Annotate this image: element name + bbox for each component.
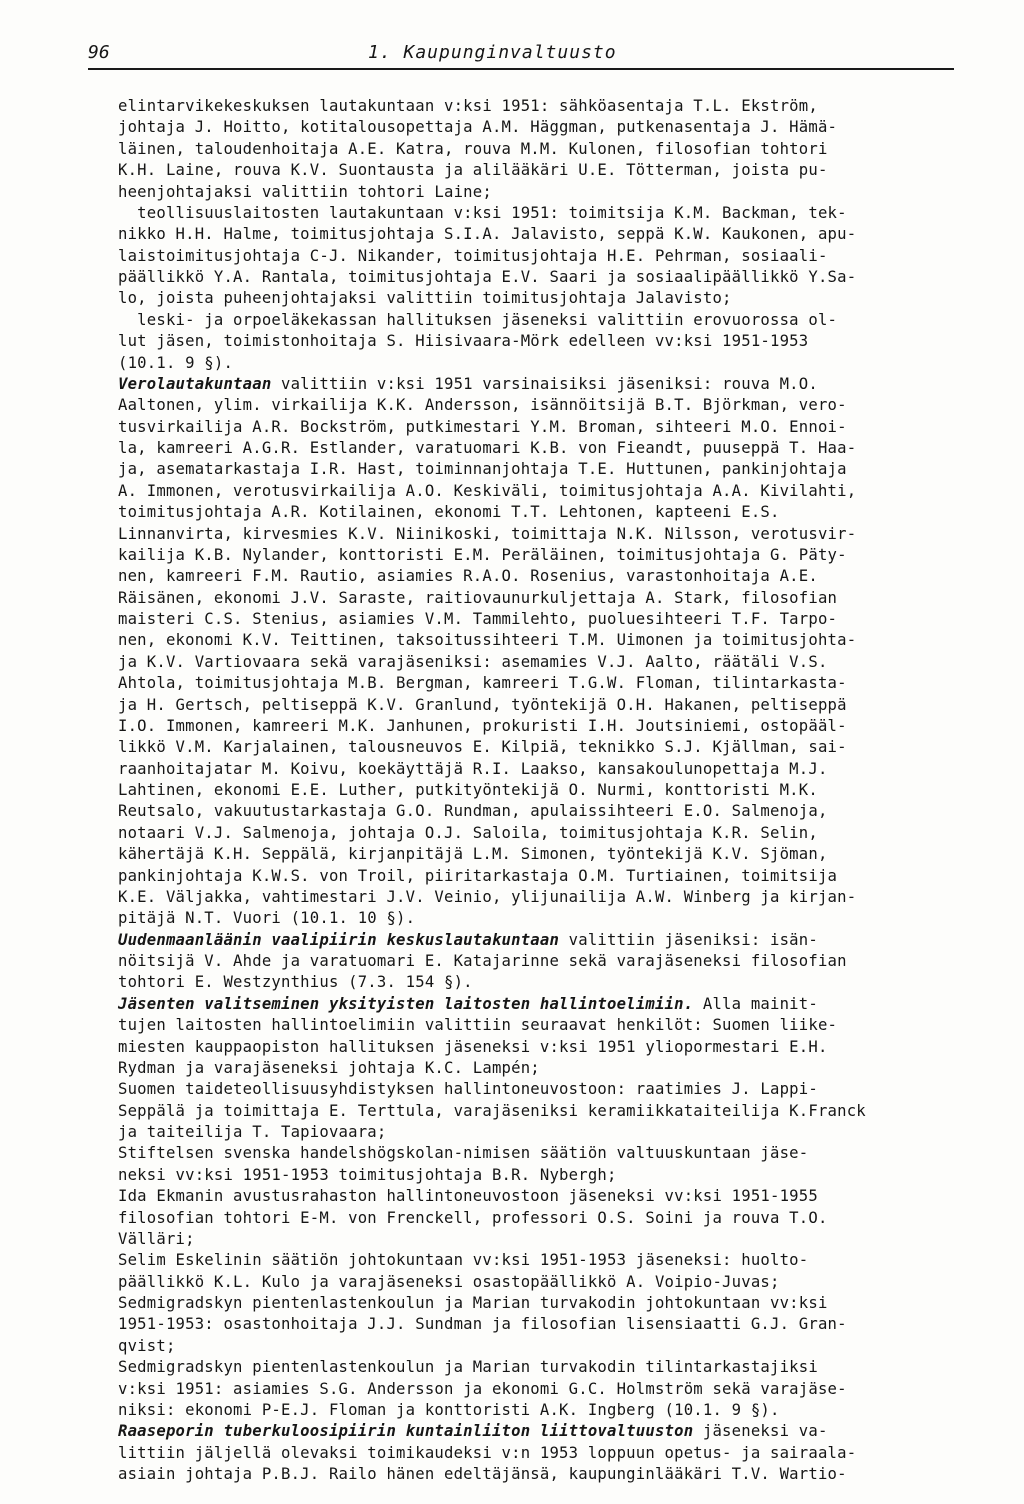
line-text: maisteri C.S. Stenius, asiamies V.M. Tammilehto, puoluesihteeri T.F. Tarpo-	[118, 610, 838, 628]
line-text: neksi vv:ksi 1951-1953 toimitusjohtaja B.R. Nybergh;	[118, 1165, 617, 1184]
page-header	[88, 40, 954, 70]
text-line	[118, 1314, 954, 1335]
text-line	[118, 182, 954, 203]
text-line	[118, 1379, 954, 1400]
section-heading: Jäsenten valitseminen yksityisten laitosten hallintoelimiin.	[118, 994, 694, 1013]
text-line	[118, 887, 954, 908]
text-line	[118, 481, 954, 502]
line-text: qvist;	[118, 1336, 176, 1355]
line-text: heenjohtajaksi valittiin tohtori Laine;	[118, 182, 492, 201]
line-text: jäseneksi va-	[693, 1422, 828, 1441]
text-line	[118, 374, 954, 395]
line-text: lo, joista puheenjohtajaksi valittiin toimitusjohtaja Jalavisto;	[118, 289, 732, 308]
text-line	[118, 759, 954, 780]
text-line	[118, 417, 954, 438]
line-text: (10.1. 9 §).	[118, 353, 234, 372]
line-text: päällikkö Y.A. Rantala, toimitusjohtaja E.V. Saari ja sosiaalipäällikkö Y.Sa-	[118, 268, 857, 286]
text-line	[118, 1272, 954, 1293]
text-line	[118, 353, 954, 374]
text-line	[118, 1336, 954, 1357]
text-line	[118, 695, 954, 716]
line-text: pitäjä N.T. Vuori (10.1. 10 §).	[118, 909, 416, 928]
section-heading: Uudenmaanläänin vaalipiirin keskuslautakuntaan	[118, 930, 560, 949]
text-line	[118, 566, 954, 587]
line-text: päällikkö K.L. Kulo ja varajäseneksi osastopäällikkö A. Voipio-Juvas;	[118, 1272, 780, 1291]
text-line	[118, 224, 954, 245]
line-text: leski- ja orpoeläkekassan hallituksen jäseneksi valittiin erovuorossa ol-	[118, 310, 838, 329]
line-text: Alla mainit-	[693, 994, 818, 1013]
text-line	[118, 524, 954, 545]
line-text: teollisuuslaitosten lautakuntaan v:ksi 1951: toimitsija K.M. Backman, tek-	[118, 203, 847, 222]
running-head: 1. Kaupunginvaltuusto	[368, 42, 617, 63]
text-line	[118, 1122, 954, 1143]
text-line	[118, 1357, 954, 1378]
text-line	[118, 737, 954, 758]
text-line	[118, 502, 954, 523]
text-line	[118, 1186, 954, 1207]
line-text: Seppälä ja toimittaja E. Terttula, varajäseniksi keramiikkataiteilija K.Franck	[118, 1101, 866, 1120]
text-line	[118, 801, 954, 822]
text-line	[118, 908, 954, 929]
text-line	[118, 1229, 954, 1250]
line-text: K.H. Laine, rouva K.V. Suontausta ja alilääkäri U.E. Tötterman, joista pu-	[118, 161, 828, 180]
line-text: filosofian tohtori E-M. von Frenckell, professori O.S. Soini ja rouva T.O.	[118, 1208, 828, 1227]
line-text: la, kamreeri A.G.R. Estlander, varatuomari K.B. von Fieandt, puuseppä T. Haa-	[118, 439, 857, 457]
line-text: niksi: ekonomi P-E.J. Floman ja konttoristi A.K. Ingberg (10.1. 9 §).	[118, 1400, 780, 1419]
text-line	[118, 1443, 954, 1464]
line-text: notaari V.J. Salmenoja, johtaja O.J. Saloila, toimitusjohtaja K.R. Selin,	[118, 823, 818, 842]
line-text: kähertäjä K.H. Seppälä, kirjanpitäjä L.M. Simonen, työntekijä K.V. Sjöman,	[118, 845, 828, 864]
line-text: Stiftelsen svenska handelshögskolan-nimisen säätiön valtuuskuntaan jäse-	[118, 1144, 809, 1163]
text-line	[118, 673, 954, 694]
line-text: v:ksi 1951: asiamies S.G. Andersson ja ekonomi G.C. Holmström sekä varajäse-	[118, 1379, 847, 1398]
line-text: ja H. Gertsch, peltiseppä K.V. Granlund, työntekijä O.H. Hakanen, peltiseppä	[118, 695, 847, 714]
line-text: Rydman ja varajäseneksi johtaja K.C. Lampén;	[118, 1058, 540, 1077]
line-text: tujen laitosten hallintoelimiin valittiin seuraavat henkilöt: Suomen liike-	[118, 1016, 838, 1035]
line-text: valittiin jäseniksi: isän-	[559, 930, 818, 949]
text-line	[118, 1037, 954, 1058]
line-text: K.E. Väljakka, vahtimestari J.V. Veinio, ylijunailija A.W. Winberg ja kirjan-	[118, 887, 857, 906]
line-text: ja, asematarkastaja I.R. Hast, toiminnanjohtaja T.E. Huttunen, pankinjohtaja	[118, 460, 847, 479]
line-text: toimitusjohtaja A.R. Kotilainen, ekonomi T.T. Lehtonen, kapteeni E.S.	[118, 503, 780, 522]
line-text: Aaltonen, ylim. virkailija K.K. Andersson, isännöitsijä B.T. Björkman, vero-	[118, 396, 847, 415]
line-text: I.O. Immonen, kamreeri M.K. Janhunen, prokuristi I.H. Joutsiniemi, ostopääl-	[118, 716, 847, 735]
text-line	[118, 780, 954, 801]
line-text: nikko H.H. Halme, toimitusjohtaja S.I.A. Jalavisto, seppä K.W. Kaukonen, apu-	[118, 225, 857, 244]
text-line	[118, 1079, 954, 1100]
text-line	[118, 1421, 954, 1442]
line-text: Sedmigradskyn pientenlastenkoulun ja Marian turvakodin johtokuntaan vv:ksi	[118, 1294, 828, 1312]
line-text: miesten kauppaopiston hallituksen jäseneksi v:ksi 1951 yliopormestari E.H.	[118, 1037, 828, 1056]
text-line	[118, 96, 954, 117]
line-text: Räisänen, ekonomi J.V. Saraste, raitiovaunurkuljettaja A. Stark, filosofian	[118, 588, 838, 607]
line-text: lut jäsen, toimistonhoitaja S. Hiisivaara-Mörk edelleen vv:ksi 1951-1953	[118, 332, 809, 351]
line-text: raanhoitajatar M. Koivu, koekäyttäjä R.I. Laakso, kansakoulunopettaja M.J.	[118, 759, 828, 778]
text-line	[118, 1400, 954, 1421]
text-line	[118, 395, 954, 416]
line-text: tusvirkailija A.R. Bockström, putkimestari Y.M. Broman, sihteeri M.O. Ennoi-	[118, 417, 847, 436]
line-text: Sedmigradskyn pientenlastenkoulun ja Marian turvakodin tilintarkastajiksi	[118, 1358, 818, 1377]
text-line	[118, 288, 954, 309]
text-line	[118, 951, 954, 972]
text-line	[118, 994, 954, 1015]
text-line	[118, 866, 954, 887]
text-line	[118, 652, 954, 673]
line-text: littiin jäljellä olevaksi toimikaudeksi v:n 1953 loppuun opetus- ja sairaala-	[118, 1443, 857, 1462]
text-line	[118, 588, 954, 609]
line-text: nen, kamreeri F.M. Rautio, asiamies R.A.O. Rosenius, varastonhoitaja A.E.	[118, 567, 818, 586]
line-text: ja K.V. Vartiovaara sekä varajäseniksi: asemamies V.J. Aalto, räätäli V.S.	[118, 652, 828, 671]
line-text: läinen, taloudenhoitaja A.E. Katra, rouva M.M. Kulonen, filosofian tohtori	[118, 139, 828, 158]
line-text: valittiin v:ksi 1951 varsinaisiksi jäseniksi: rouva M.O.	[271, 374, 818, 393]
body-text	[118, 96, 954, 1485]
text-line	[118, 630, 954, 651]
text-line	[118, 609, 954, 630]
text-line	[118, 203, 954, 224]
text-line	[118, 117, 954, 138]
text-line	[118, 545, 954, 566]
line-text: Selim Eskelinin säätiön johtokuntaan vv:ksi 1951-1953 jäseneksi: huolto-	[118, 1251, 809, 1270]
text-line	[118, 972, 954, 993]
line-text: Linnanvirta, kirvesmies K.V. Niinikoski, toimittaja N.K. Nilsson, verotusvir-	[118, 524, 857, 543]
line-text: pankinjohtaja K.W.S. von Troil, piiritarkastaja O.M. Turtiainen, toimitsija	[118, 866, 838, 885]
page-number: 96	[88, 42, 110, 63]
line-text: tohtori E. Westzynthius (7.3. 154 §).	[118, 973, 473, 992]
text-line	[118, 1058, 954, 1079]
text-line	[118, 1165, 954, 1186]
text-line	[118, 1293, 954, 1314]
text-line	[118, 267, 954, 288]
line-text: Välläri;	[118, 1229, 195, 1248]
text-line	[118, 139, 954, 160]
line-text: A. Immonen, verotusvirkailija A.O. Keskiväli, toimitusjohtaja A.A. Kivilahti,	[118, 481, 857, 500]
text-line	[118, 459, 954, 480]
line-text: 1951-1953: osastonhoitaja J.J. Sundman ja filosofian lisensiaatti G.J. Gran-	[118, 1315, 847, 1334]
line-text: nen, ekonomi K.V. Teittinen, taksoitussihteeri T.M. Uimonen ja toimitusjohta-	[118, 631, 857, 650]
text-line	[118, 823, 954, 844]
line-text: Lahtinen, ekonomi E.E. Luther, putkityöntekijä O. Nurmi, konttoristi M.K.	[118, 781, 818, 799]
section-heading: Raaseporin tuberkuloosipiirin kuntainliiton liittovaltuuston	[118, 1422, 694, 1441]
text-line	[118, 844, 954, 865]
line-text: Reutsalo, vakuutustarkastaja G.O. Rundman, apulaissihteeri E.O. Salmenoja,	[118, 802, 828, 821]
line-text: laistoimitusjohtaja C-J. Nikander, toimitusjohtaja H.E. Pehrman, sosiaali-	[118, 246, 828, 265]
line-text: Ahtola, toimitusjohtaja M.B. Bergman, kamreeri T.G.W. Floman, tilintarkasta-	[118, 674, 847, 693]
text-line	[118, 331, 954, 352]
line-text: likkö V.M. Karjalainen, talousneuvos E. Kilpiä, teknikko S.J. Kjällman, sai-	[118, 738, 847, 757]
line-text: elintarvikekeskuksen lautakuntaan v:ksi 1951: sähköasentaja T.L. Ekström,	[118, 97, 818, 115]
line-text: johtaja J. Hoitto, kotitalousopettaja A.M. Häggman, putkenasentaja J. Hämä-	[118, 118, 838, 137]
text-line	[118, 1015, 954, 1036]
text-line	[118, 1143, 954, 1164]
text-line	[118, 246, 954, 267]
text-line	[118, 1464, 954, 1485]
text-line	[118, 1208, 954, 1229]
line-text: Suomen taideteollisuusyhdistyksen hallintoneuvostoon: raatimies J. Lappi-	[118, 1080, 818, 1099]
text-line	[118, 930, 954, 951]
text-line	[118, 1250, 954, 1271]
text-line	[118, 1101, 954, 1122]
text-line	[118, 160, 954, 181]
line-text: kailija K.B. Nylander, konttoristi E.M. Peräläinen, toimitusjohtaja G. Päty-	[118, 545, 847, 564]
text-line	[118, 438, 954, 459]
line-text: nöitsijä V. Ahde ja varatuomari E. Katajarinne sekä varajäseneksi filosofian	[118, 952, 847, 970]
line-text: asiain johtaja P.B.J. Railo hänen edeltäjänsä, kaupunginlääkäri T.V. Wartio-	[118, 1465, 847, 1483]
line-text: Ida Ekmanin avustusrahaston hallintoneuvostoon jäseneksi vv:ksi 1951-1955	[118, 1187, 818, 1206]
line-text: ja taiteilija T. Tapiovaara;	[118, 1123, 387, 1141]
section-heading: Verolautakuntaan	[118, 374, 272, 393]
text-line	[118, 310, 954, 331]
text-line	[118, 716, 954, 737]
